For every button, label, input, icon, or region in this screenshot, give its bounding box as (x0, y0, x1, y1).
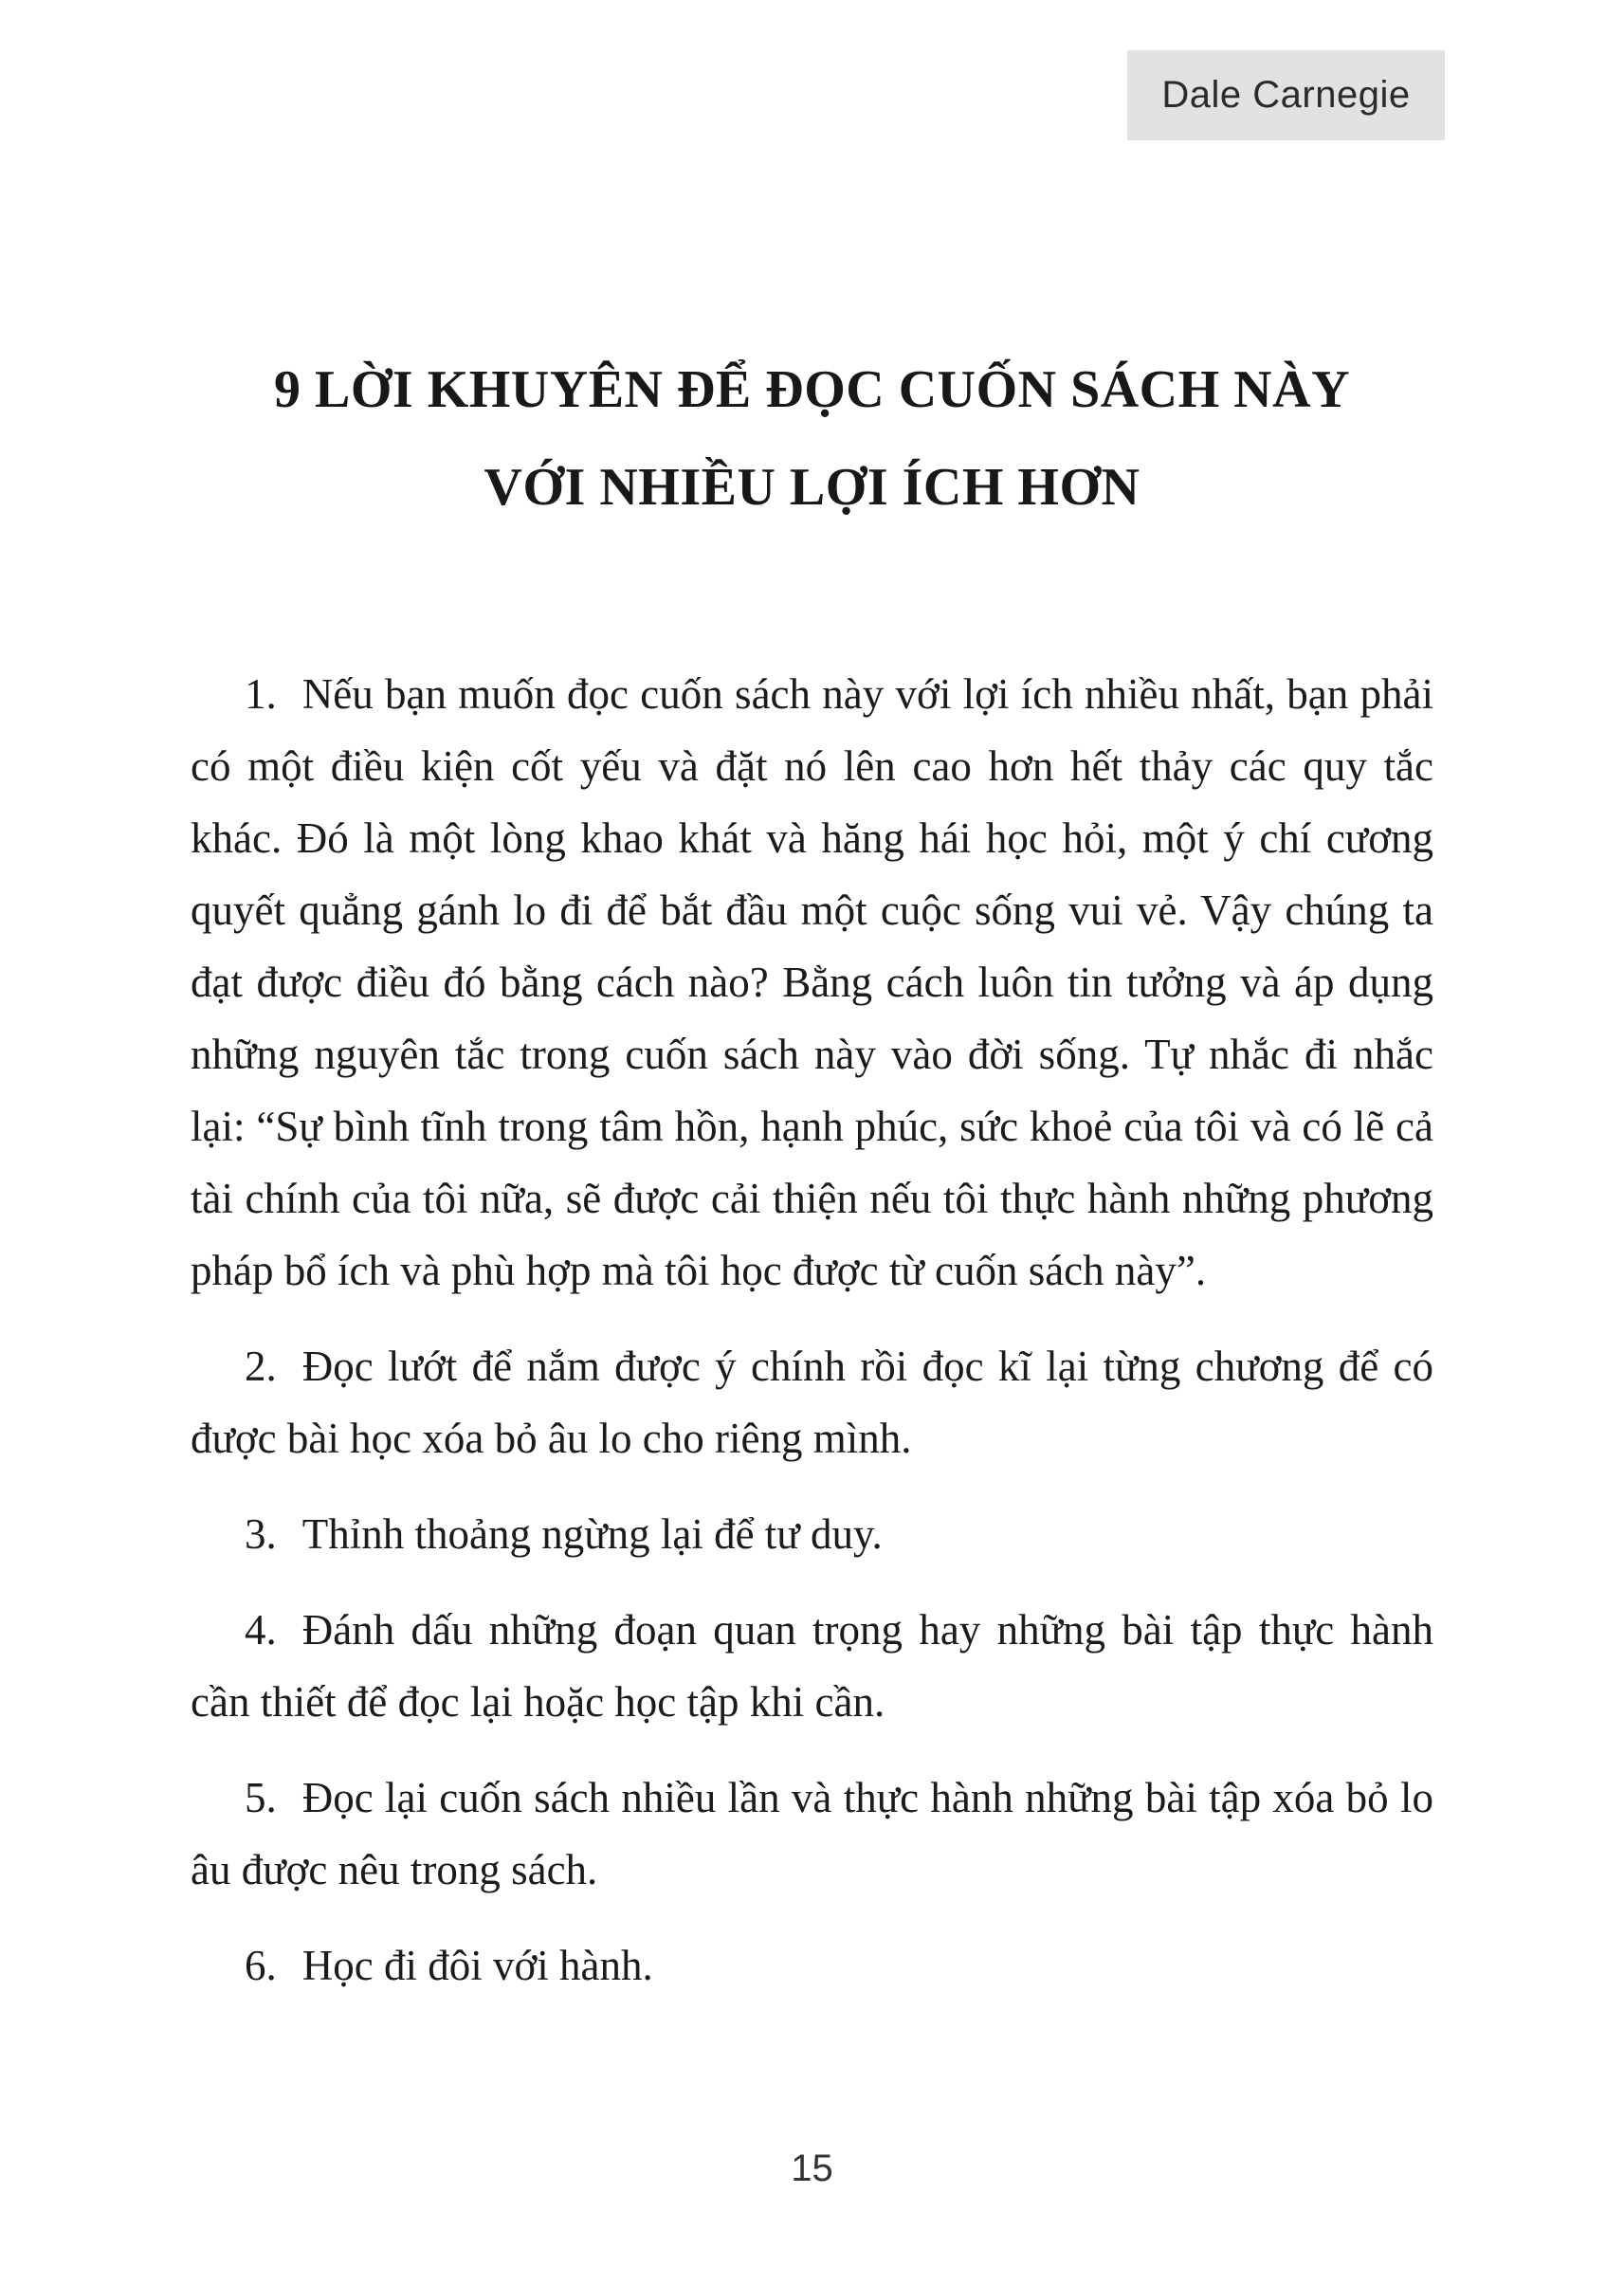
chapter-title-line-1: 9 LỜI KHUYÊN ĐỂ ĐỌC CUỐN SÁCH NÀY (273, 360, 1351, 419)
author-header-box (1127, 50, 1445, 140)
list-item-3-number: 3. (245, 1510, 277, 1558)
list-item-5-number: 5. (245, 1774, 277, 1821)
list-item-5 (191, 1762, 1433, 1906)
list-item-2 (191, 1330, 1433, 1474)
list-item-2-number: 2. (245, 1343, 277, 1390)
chapter-title (191, 341, 1433, 537)
chapter-content (191, 537, 1433, 2002)
list-item-5-text: Đọc lại cuốn sách nhiều lần và thực hành những bài tập xóa bỏ lo âu được nêu trong sách. (191, 1774, 1433, 1893)
list-item-6 (191, 1929, 1433, 2002)
list-item-1-text: Nếu bạn muốn đọc cuốn sách này với lợi ích nhiều nhất, bạn phải có một điều kiện cốt yếu và đặt nó lên cao hơn hết thảy các quy tắc khác. Đó là một lòng khao khát và hăng hái học hỏi, một ý chí cương quyết quẳng gánh lo đi để bắt đầu một cuộc sống vui vẻ. Vậy chúng ta đạt được điều đó bằng cách nào? Bằng cách luôn tin tưởng và áp dụng những nguyên tắc trong cuốn sách này vào đời sống. Tự nhắc đi nhắc lại: “Sự bình tĩnh trong tâm hồn, hạnh phúc, sức khoẻ của tôi và có lẽ cả tài chính của tôi nữa, sẽ được cải thiện nếu tôi thực hành những phương pháp bổ ích và phù hợp mà tôi học được từ cuốn sách này”. (191, 670, 1433, 1294)
list-item-2-text: Đọc lướt để nắm được ý chính rồi đọc kĩ lại từng chương để có được bài học xóa bỏ âu lo cho riêng mình. (191, 1343, 1433, 1462)
list-item-4 (191, 1594, 1433, 1738)
list-item-6-text: Học đi đôi với hành. (301, 1942, 653, 1989)
list-item-3 (191, 1498, 1433, 1570)
list-item-4-text: Đánh dấu những đoạn quan trọng hay những bài tập thực hành cần thiết để đọc lại hoặc học tập khi cần. (191, 1606, 1433, 1726)
list-item-6-number: 6. (245, 1942, 277, 1989)
page-number: 15 (791, 2148, 833, 2189)
list-item-1 (191, 658, 1433, 1307)
author-name: Dale Carnegie (1161, 74, 1411, 116)
list-item-1-number: 1. (245, 670, 277, 718)
list-item-4-number: 4. (245, 1606, 277, 1654)
list-item-3-text: Thỉnh thoảng ngừng lại để tư duy. (301, 1510, 883, 1558)
chapter-title-line-2: VỚI NHIỀU LỢI ÍCH HƠN (484, 458, 1140, 517)
